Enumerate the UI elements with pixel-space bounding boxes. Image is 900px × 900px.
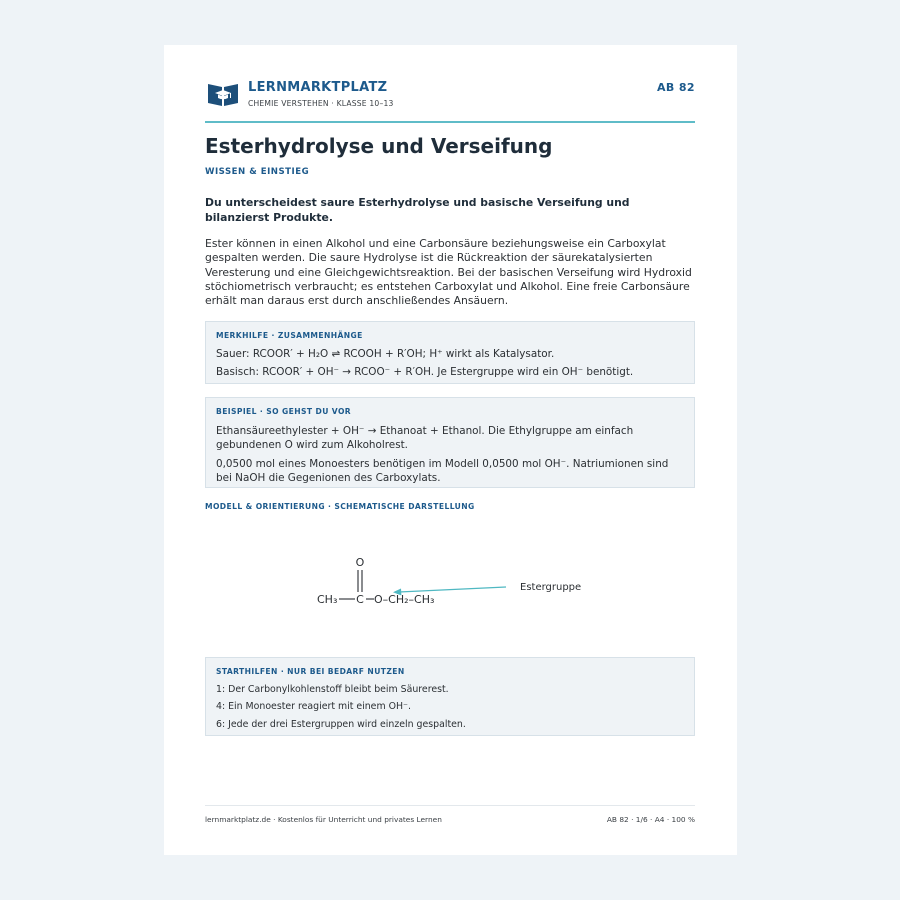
methyl-group-label: CH₃	[317, 593, 338, 606]
footer-divider	[205, 805, 695, 806]
beispiel-line-1: Ethansäureethylester + OH⁻ → Ethanoat + Ethanol. Die Ethylgruppe am einfach gebundenen O wird zum Alkoholrest.	[216, 425, 634, 451]
merkhilfe-label: MERKHILFE · ZUSAMMENHÄNGE	[216, 331, 363, 340]
ester-pointer-line	[399, 587, 506, 592]
beispiel-label: BEISPIEL · SO GEHST DU VOR	[216, 407, 352, 416]
model-label: MODELL & ORIENTIERUNG · SCHEMATISCHE DARSTELLUNG	[205, 502, 475, 511]
starthilfen-label: STARTHILFEN · NUR BEI BEDARF NUTZEN	[216, 667, 405, 676]
page-title: Esterhydrolyse und Verseifung	[205, 134, 553, 158]
worksheet-page	[164, 45, 737, 855]
hint-item: 1: Der Carbonylkohlenstoff bleibt beim Säurerest.	[216, 684, 449, 695]
section-kicker: WISSEN & EINSTIEG	[205, 167, 310, 177]
hint-item: 4: Ein Monoester reagiert mit einem OH⁻.	[216, 701, 411, 712]
merkhilfe-box	[205, 321, 695, 384]
learning-goal: Du unterscheidest saure Esterhydrolyse und basische Verseifung und bilanzierst Produkte.	[205, 196, 630, 224]
footer-site-note: lernmarktplatz.de · Kostenlos für Unterricht und privates Lernen	[205, 815, 442, 824]
intro-paragraph: Ester können in einen Alkohol und eine Carbonsäure beziehungsweise ein Carboxylat gespalten werden. Die saure Hydrolyse ist die Rückreaktion der säurekatalysierten Veresterung und eine Gleichgewichtsreaktion. Bei der basischen Verseifung wird Hydroxid stöchiometrisch verbraucht; es entstehen Carboxylat und Alkohol. Eine freie Carbonsäure erhält man daraus erst durch anschließendes Ansäuern.	[205, 237, 692, 308]
ester-group-annotation: Estergruppe	[520, 582, 582, 593]
header	[205, 80, 695, 124]
starthilfen-box	[205, 657, 695, 736]
footer-page-info: AB 82 · 1/6 · A4 · 100 %	[606, 815, 695, 824]
carbonyl-oxygen-label: O	[355, 556, 365, 569]
brand-subtitle: CHEMIE VERSTEHEN · KLASSE 10–13	[248, 99, 394, 108]
brand-name: LERNMARKTPLATZ	[248, 80, 388, 95]
ethoxy-chain-label: O–CH₂–CH₃	[374, 593, 435, 606]
carbonyl-carbon-label: C	[356, 593, 364, 606]
merkhilfe-line-basic: Basisch: RCOOR′ + OH⁻ → RCOO⁻ + R′OH. Je Estergruppe wird ein OH⁻ benötigt.	[216, 366, 634, 378]
hint-item: 6: Jede der drei Estergruppen wird einzeln gespalten.	[216, 719, 466, 730]
ester-structure-diagram	[205, 515, 695, 645]
merkhilfe-line-acidic: Sauer: RCOOR′ + H₂O ⇌ RCOOH + R′OH; H⁺ wirkt als Katalysator.	[216, 348, 555, 360]
beispiel-box	[205, 397, 695, 488]
sheet-number: AB 82	[656, 81, 695, 94]
header-divider	[205, 121, 695, 123]
beispiel-line-2: 0,0500 mol eines Monoesters benötigen im Modell 0,0500 mol OH⁻. Natriumionen sind bei NaOH die Gegenionen des Carboxylats.	[216, 458, 669, 484]
book-graduation-cap-icon	[207, 81, 239, 107]
